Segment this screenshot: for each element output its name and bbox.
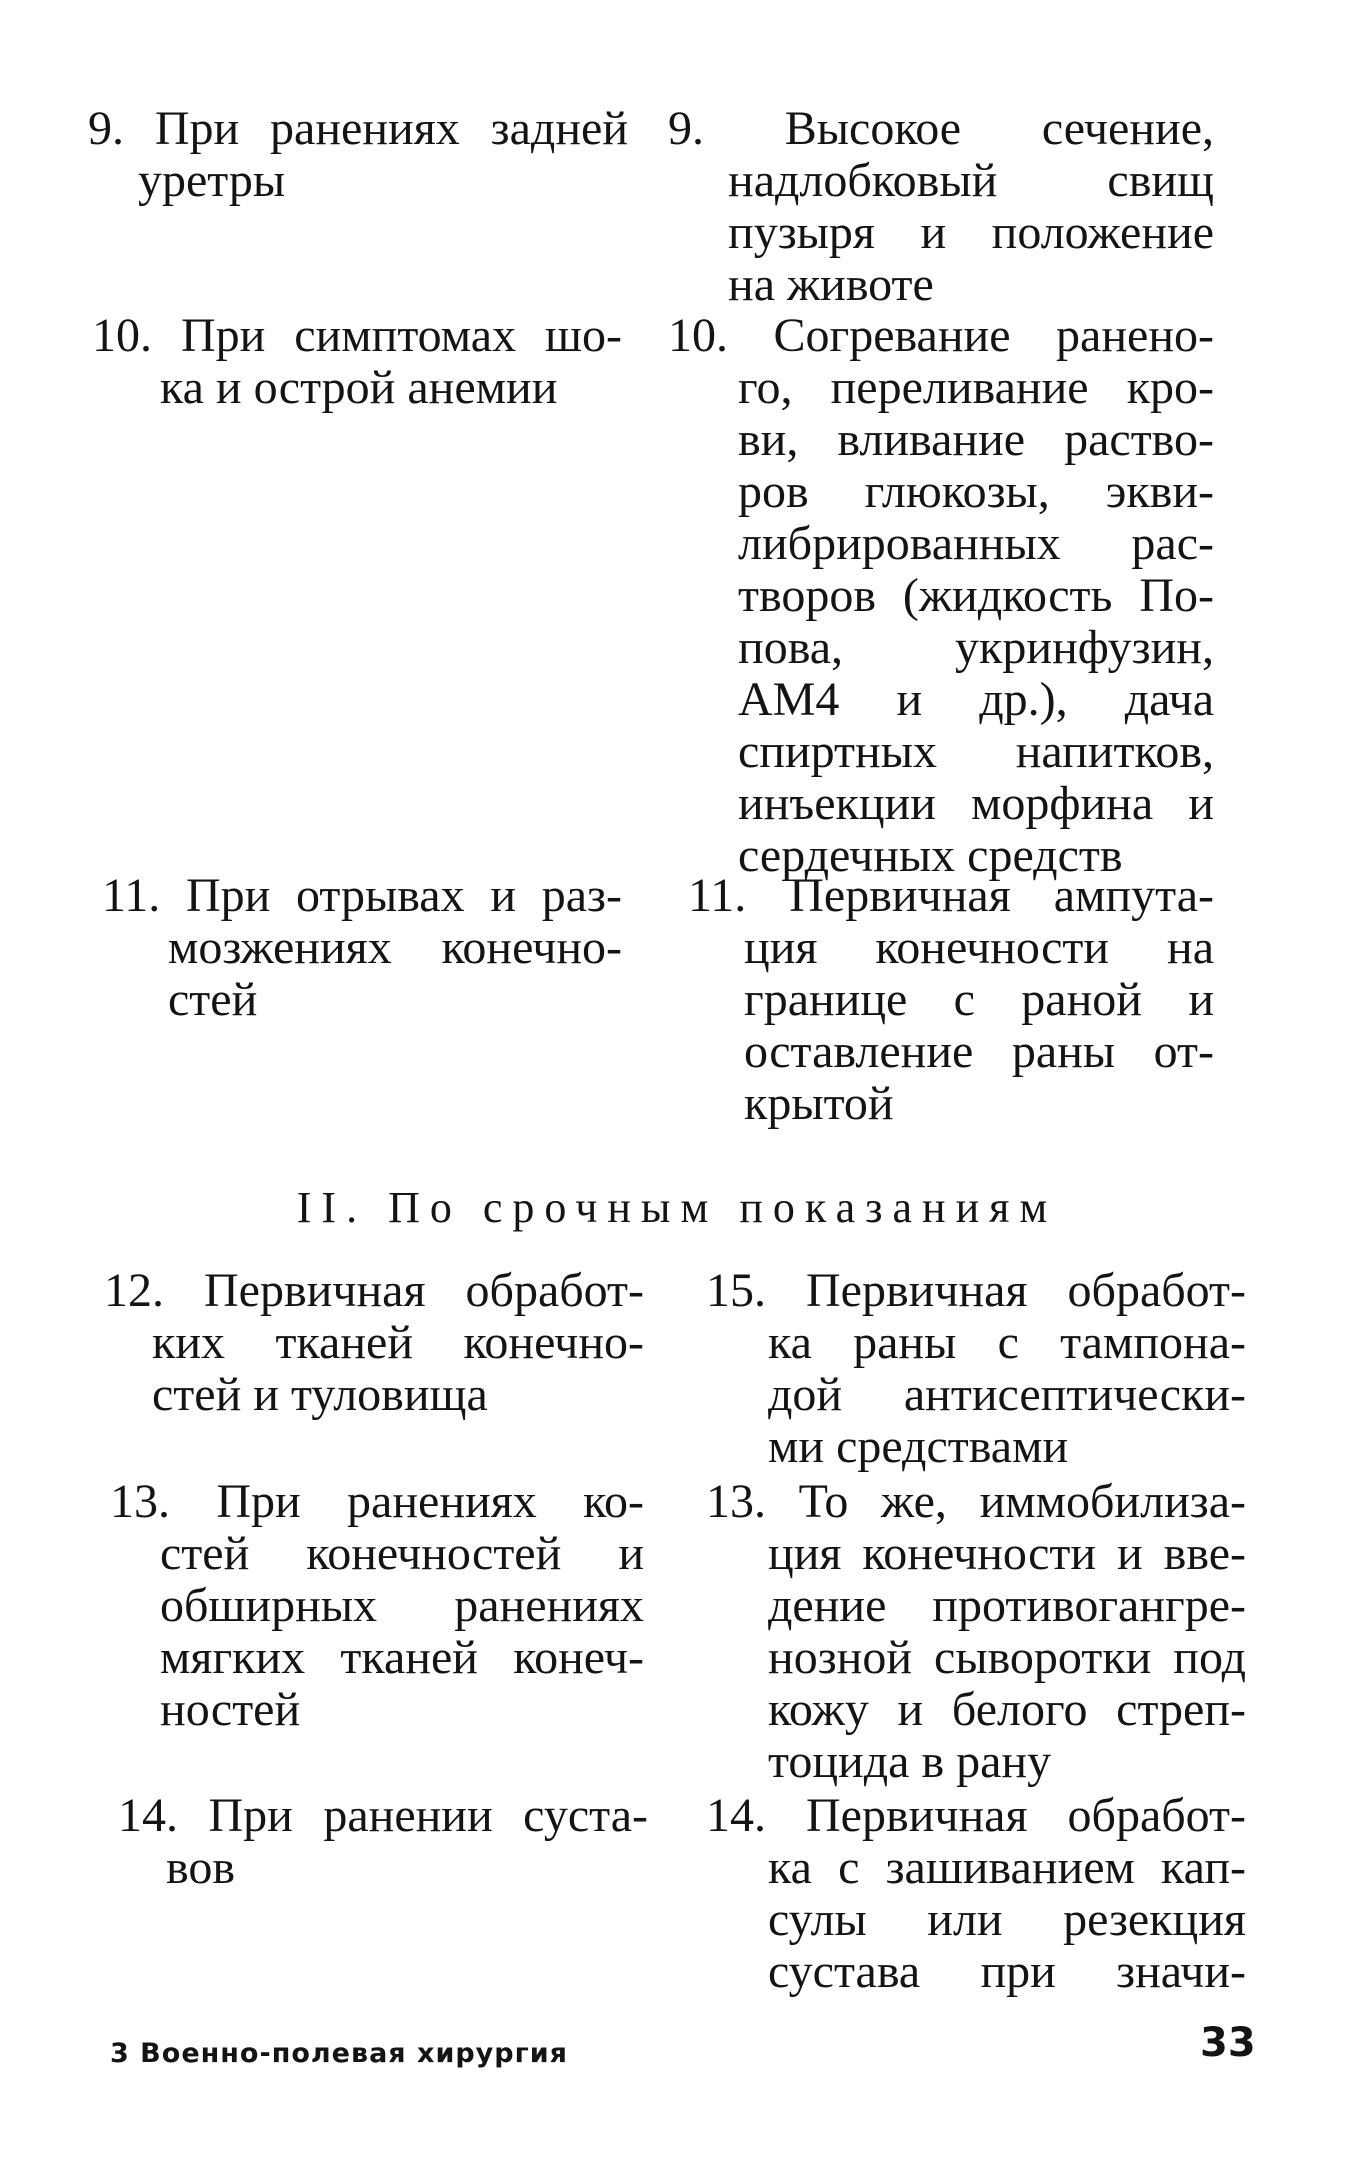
item-14-condition — [118, 1790, 648, 1894]
text-line: го, переливание кро- — [738, 361, 1214, 414]
text-line: оставление раны от- — [744, 1025, 1214, 1078]
text-line: обширных ранениях — [160, 1579, 644, 1632]
item-12-condition — [104, 1265, 644, 1421]
text-line: 10. Согревание ранено- — [668, 309, 1214, 362]
text-line: мозжениях конечно- — [168, 921, 622, 974]
text-line: сустава при значи- — [768, 1945, 1246, 1998]
text-line: пузыря и положение — [728, 206, 1214, 259]
text-line: 9. Высокое сечение, — [668, 102, 1214, 155]
text-line: ви, вливание раство- — [738, 413, 1214, 466]
item-15-treatment — [706, 1265, 1246, 1473]
text-line: 15. Первичная обработ- — [706, 1264, 1246, 1317]
text-line: либрированных рас- — [738, 517, 1214, 570]
text-line: вов — [166, 1841, 235, 1894]
text-line: стей — [168, 973, 258, 1026]
text-line: сулы или резекция — [768, 1893, 1246, 1946]
text-line: 9. При ранениях задней — [88, 102, 628, 155]
text-line: пова, укринфузин, — [738, 621, 1214, 674]
item-14-treatment — [706, 1790, 1246, 1998]
text-line: ких тканей конечно- — [152, 1316, 644, 1369]
text-line: творов (жидкость По- — [738, 569, 1214, 622]
section-heading: II. По срочным показаниям — [296, 1183, 1058, 1232]
item-9-condition — [88, 103, 628, 207]
text-line: 10. При симптомах шо- — [92, 309, 622, 362]
text-line: мягких тканей конеч- — [160, 1631, 644, 1684]
text-line: ностей — [160, 1683, 301, 1736]
item-13-treatment — [706, 1476, 1246, 1788]
item-13-condition — [110, 1476, 644, 1736]
text-line: стей конечностей и — [160, 1527, 644, 1580]
text-line: тоцида в рану — [768, 1735, 1052, 1788]
text-line: 14. Первичная обработ- — [706, 1789, 1246, 1842]
item-10-condition — [92, 310, 622, 414]
text-line: 11. Первичная ампута- — [688, 869, 1214, 922]
text-line: на животе — [728, 258, 934, 311]
item-9-treatment — [668, 103, 1214, 311]
text-line: кожу и белого стреп- — [768, 1683, 1246, 1736]
text-line: дение противогангре- — [768, 1579, 1246, 1632]
text-line: ров глюкозы, экви- — [738, 465, 1214, 518]
text-line: крытой — [744, 1077, 894, 1130]
text-line: 11. При отрывах и раз- — [102, 869, 622, 922]
text-line: дой антисептически- — [768, 1368, 1246, 1421]
text-line: сердечных средств — [738, 829, 1123, 882]
text-line: ция конечности и вве- — [768, 1527, 1246, 1580]
text-line: границе с раной и — [744, 973, 1214, 1026]
text-line: 14. При ранении суста- — [118, 1789, 648, 1842]
item-11-treatment — [688, 870, 1214, 1130]
signature-mark: 3 Военно-полевая хирургия — [110, 2038, 568, 2069]
text-line: 12. Первичная обработ- — [104, 1264, 644, 1317]
text-line: стей и туловища — [152, 1368, 488, 1421]
text-line: 13. То же, иммобилиза- — [706, 1475, 1246, 1528]
text-line: ка с зашиванием кап- — [768, 1841, 1246, 1894]
item-11-condition — [102, 870, 622, 1026]
text-line: ми средствами — [768, 1420, 1069, 1473]
text-line: нозной сыворотки под — [768, 1631, 1246, 1684]
text-line: инъекции морфина и — [738, 777, 1214, 830]
text-line: 13. При ранениях ко- — [110, 1475, 644, 1528]
text-line: ка и острой анемии — [160, 361, 558, 414]
text-line: ция конечности на — [744, 921, 1214, 974]
item-10-treatment — [668, 310, 1214, 882]
text-line: уретры — [138, 154, 286, 207]
text-line: ка раны с тампона- — [768, 1316, 1246, 1369]
page-number: 33 — [1200, 2020, 1256, 2066]
text-line: спиртных напитков, — [738, 725, 1214, 778]
text-line: АМ4 и др.), дача — [738, 673, 1214, 726]
text-line: надлобковый свищ — [728, 154, 1214, 207]
